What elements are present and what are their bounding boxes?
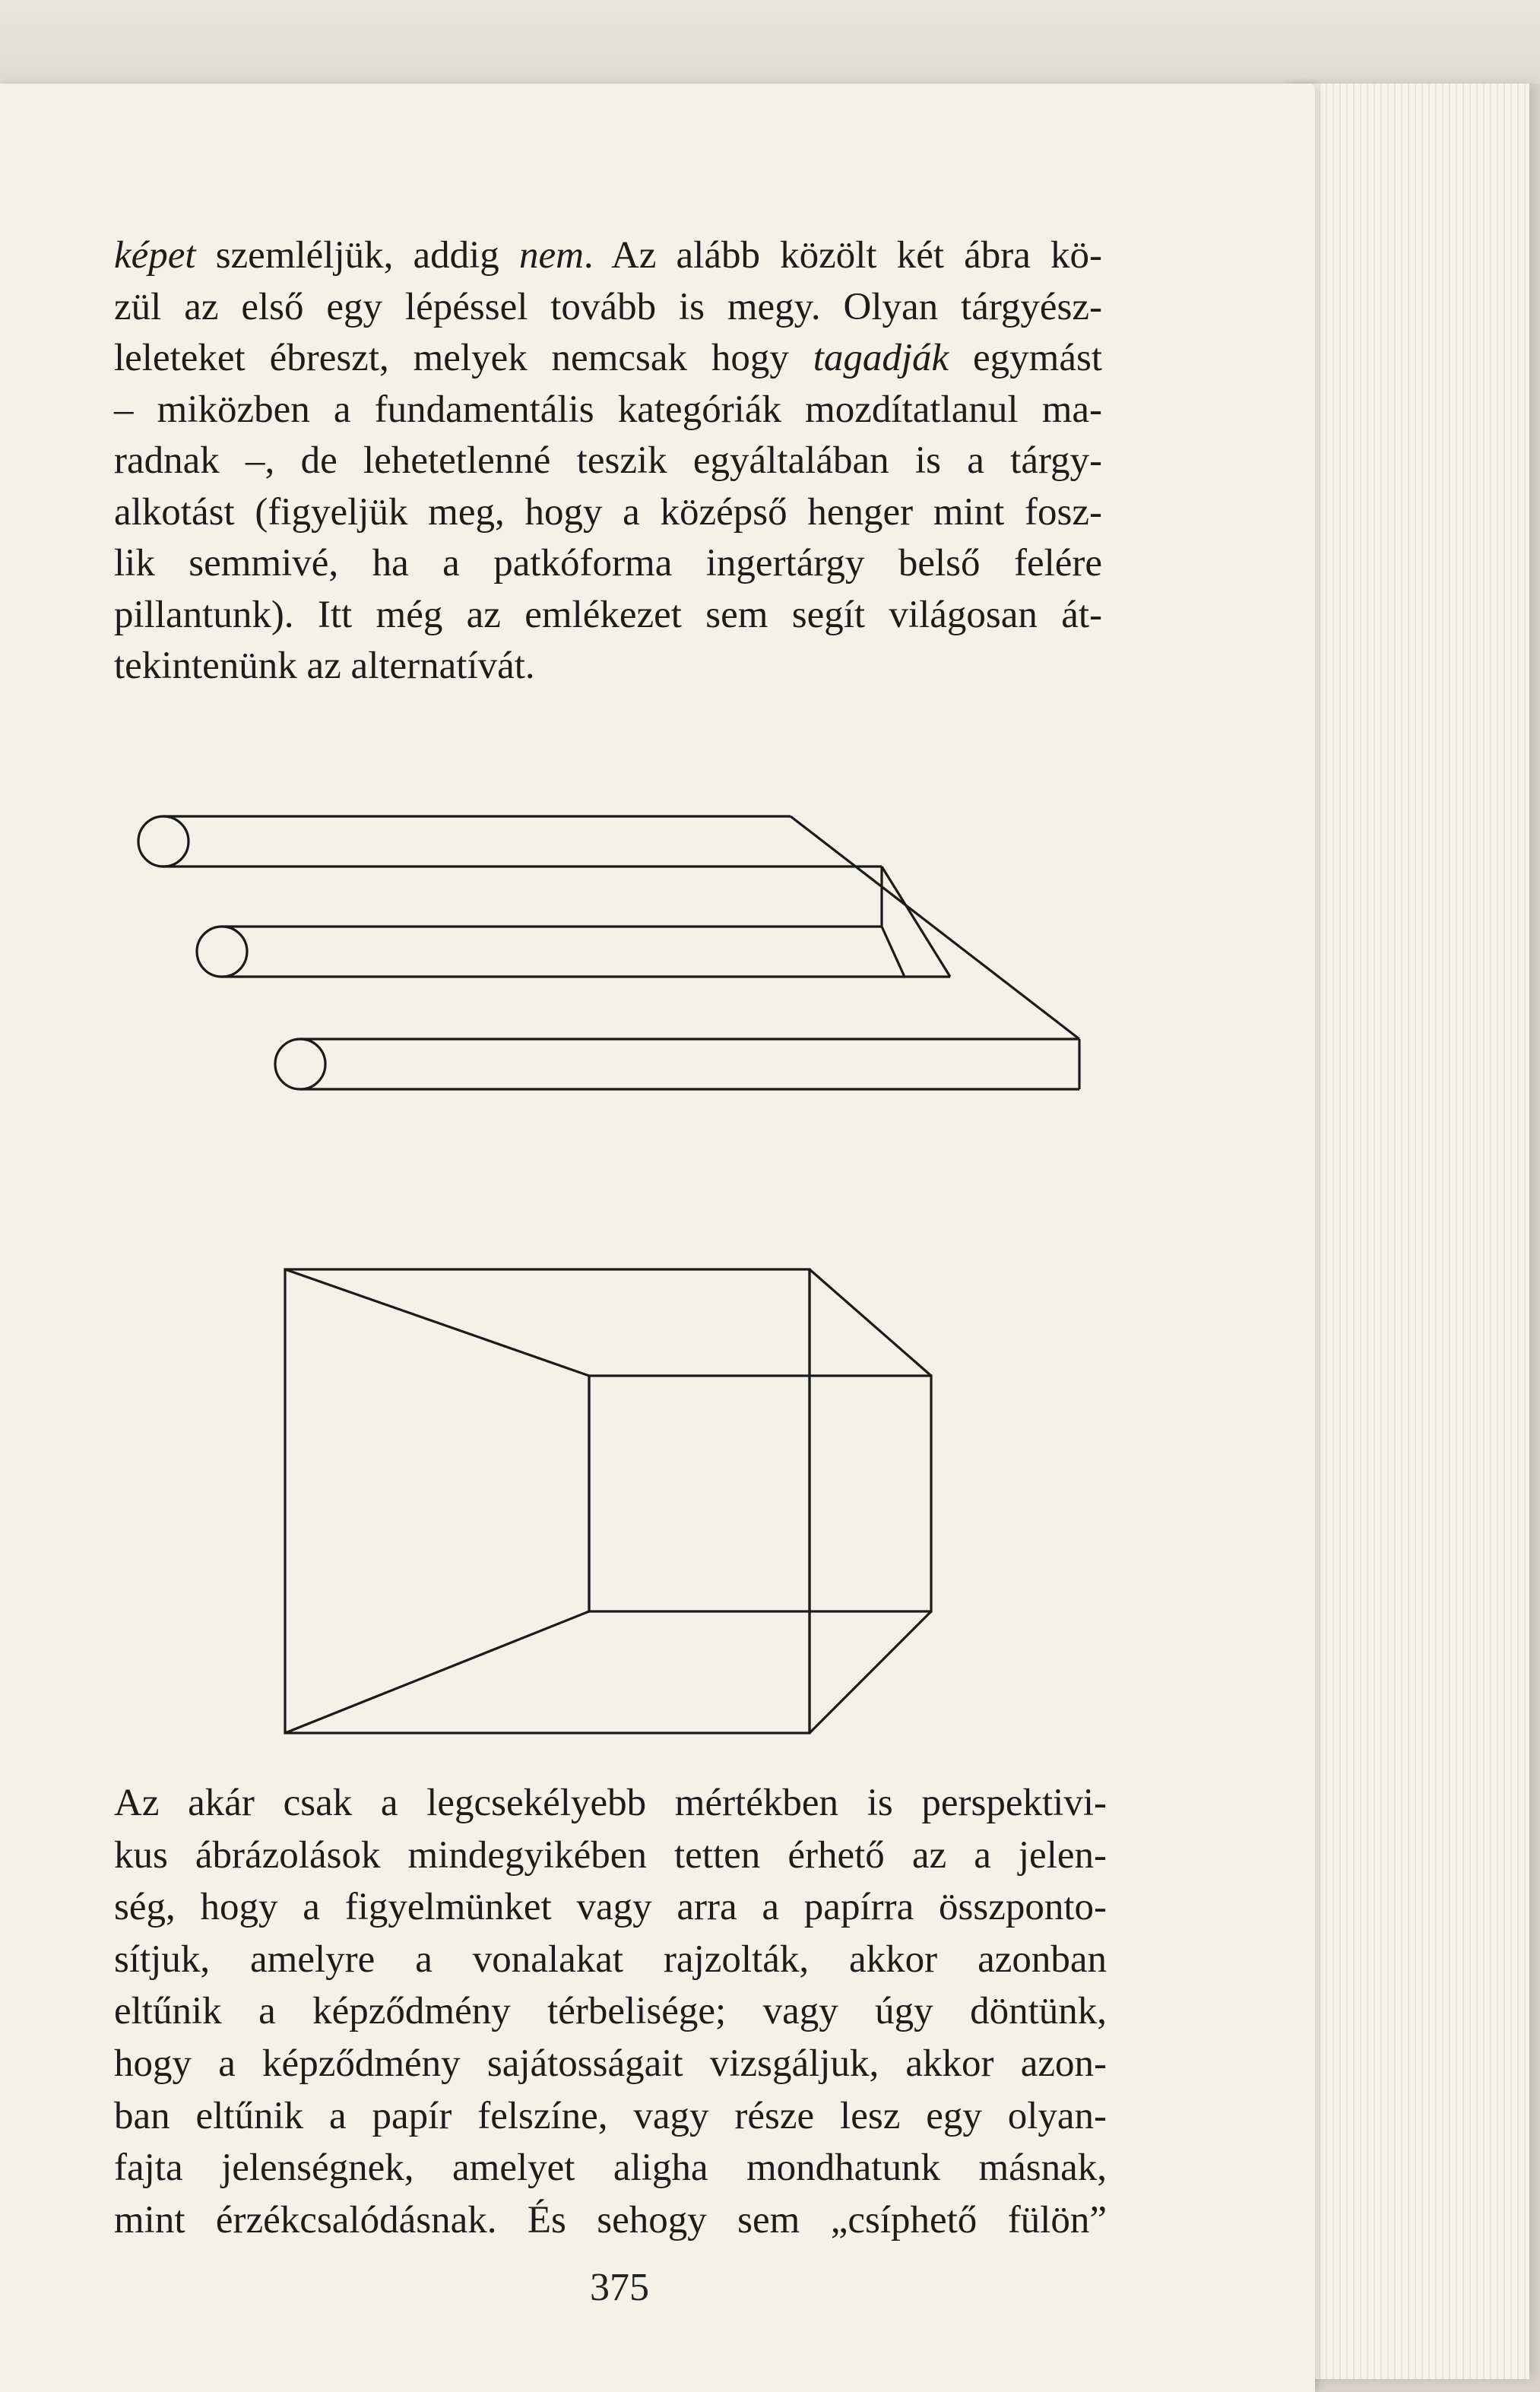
text-line: zül az első egy lépéssel tovább is megy. Olyan tárgyész-	[114, 285, 1102, 328]
text-line: tekintenünk az alternatívát.	[114, 645, 535, 687]
ambiguous-cube-figure	[277, 1262, 946, 1744]
paragraph-top	[114, 230, 1102, 692]
text-line: leleteket ébreszt, melyek nemcsak hogy tagadják egymást	[114, 337, 1103, 379]
text-line: fajta jelenségnek, amelyet aligha mondhatunk másnak,	[114, 2146, 1107, 2190]
page-edges	[1285, 84, 1529, 2379]
text-line: Az akár csak a legcsekélyebb mértékben is perspektivi-	[114, 1782, 1107, 1824]
inner-square	[589, 1376, 931, 1611]
top-tube-end	[138, 816, 189, 867]
text-line: ség, hogy a figyelmünket vagy arra a papírra összponto-	[114, 1886, 1107, 1929]
paragraph-bottom	[114, 1777, 1107, 2246]
front-frame	[285, 1269, 810, 1733]
text-line: hogy a képződmény sajátosságait vizsgáljuk, akkor azon-	[114, 2042, 1107, 2085]
text-line: – miközben a fundamentális kategóriák mozdítatlanul ma-	[114, 388, 1102, 431]
background	[0, 0, 1540, 84]
text-line: lik semmivé, ha a patkóforma ingertárgy belső felére	[114, 542, 1102, 585]
text-line: alkotást (figyeljük meg, hogy a középső henger mint fosz-	[114, 490, 1102, 534]
bottom-tube-end	[275, 1039, 325, 1089]
text-line: mint érzékcsalódásnak. És sehogy sem „csíphető fülön”	[114, 2198, 1107, 2242]
text-line: kus ábrázolások mindegyikében tetten érhető az a jelen-	[114, 1833, 1107, 1877]
text-line: eltűnik a képződmény térbelisége; vagy úgy döntünk,	[114, 1990, 1107, 2033]
middle-tube-end	[197, 927, 247, 977]
text-line: ban eltűnik a papír felszíne, vagy része lesz egy olyan-	[114, 2094, 1107, 2137]
text-line: sítjuk, amelyre a vonalakat rajzolták, akkor azonban	[114, 1937, 1107, 1981]
text-line: radnak –, de lehetetlenné teszik egyáltalában is a tárgy-	[114, 439, 1102, 482]
text-line: képet szemléljük, addig nem. Az alább közölt két ábra kö-	[114, 234, 1102, 277]
page-number: 375	[590, 2266, 649, 2309]
book-page	[0, 84, 1315, 2392]
impossible-trident-figure	[133, 802, 1091, 1095]
text-line: pillantunk). Itt még az emlékezet sem segít világosan át-	[114, 593, 1102, 636]
